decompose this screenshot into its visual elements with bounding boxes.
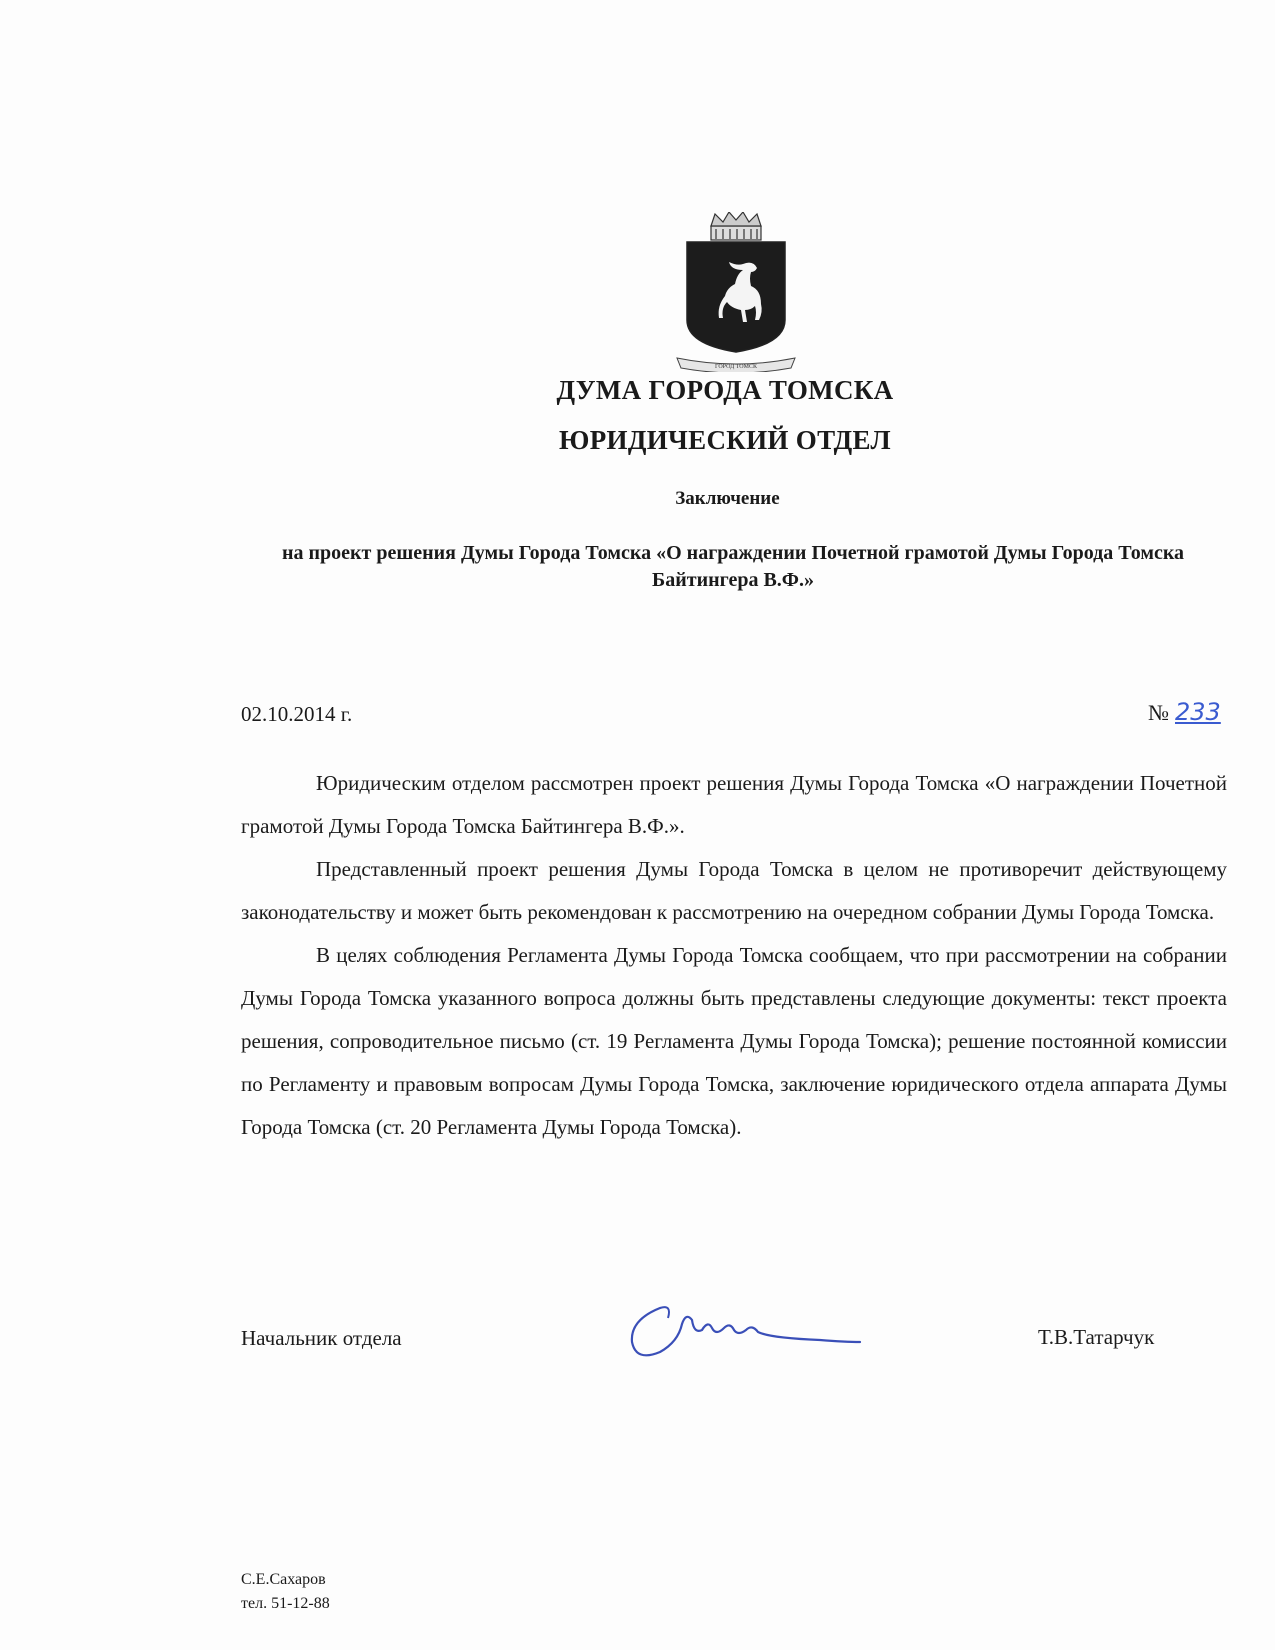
- handwritten-signature: [620, 1290, 870, 1370]
- document-number: [1148, 698, 1221, 726]
- body-paragraph: Юридическим отделом рассмотрен проект решения Думы Города Томска «О награждении Почетной грамотой Думы Города Томска Байтингера В.Ф.».: [241, 771, 1227, 838]
- document-date: 02.10.2014 г.: [241, 702, 353, 726]
- handwritten-number: 233: [1175, 698, 1221, 726]
- document-type: Заключение: [675, 488, 780, 509]
- body-paragraph: В целях соблюдения Регламента Думы Города Томска сообщаем, что при рассмотрении на собрании Думы Города Томска указанного вопроса должны быть представлены следующие документы: текст проекта решения, сопроводительное письмо (ст. 19 Регламента Думы Города Томска); решение постоянной комиссии по Регламенту и правовым вопросам Думы Города Томска, заключение юридического отдела аппарата Думы Города Томска (ст. 20 Регламента Думы Города Томска).: [241, 943, 1227, 1139]
- signer-name: Т.В.Татарчук: [1038, 1325, 1155, 1349]
- tomsk-coat-of-arms-icon: [671, 212, 801, 372]
- org-title: ДУМА ГОРОДА ТОМСКА: [556, 375, 894, 405]
- number-prefix: №: [1148, 700, 1169, 725]
- body-paragraph: Представленный проект решения Думы Города Томска в целом не противоречит действующему законодательству и может быть рекомендован к рассмотрению на очередном собрании Думы Города Томска.: [241, 857, 1227, 924]
- contact-phone: тел. 51-12-88: [241, 1595, 330, 1612]
- document-subject: на проект решения Думы Города Томска «О награждении Почетной грамотой Думы Города Томска Байтингера В.Ф.»: [281, 542, 1185, 591]
- contact-block: [241, 1568, 330, 1616]
- document-body: [241, 762, 1227, 1149]
- emblem-motto: ГОРОД ТОМСК: [715, 364, 757, 370]
- department-title: ЮРИДИЧЕСКИЙ ОТДЕЛ: [559, 425, 891, 455]
- contact-name: С.Е.Сахаров: [241, 1571, 326, 1588]
- signer-role: Начальник отдела: [241, 1326, 402, 1350]
